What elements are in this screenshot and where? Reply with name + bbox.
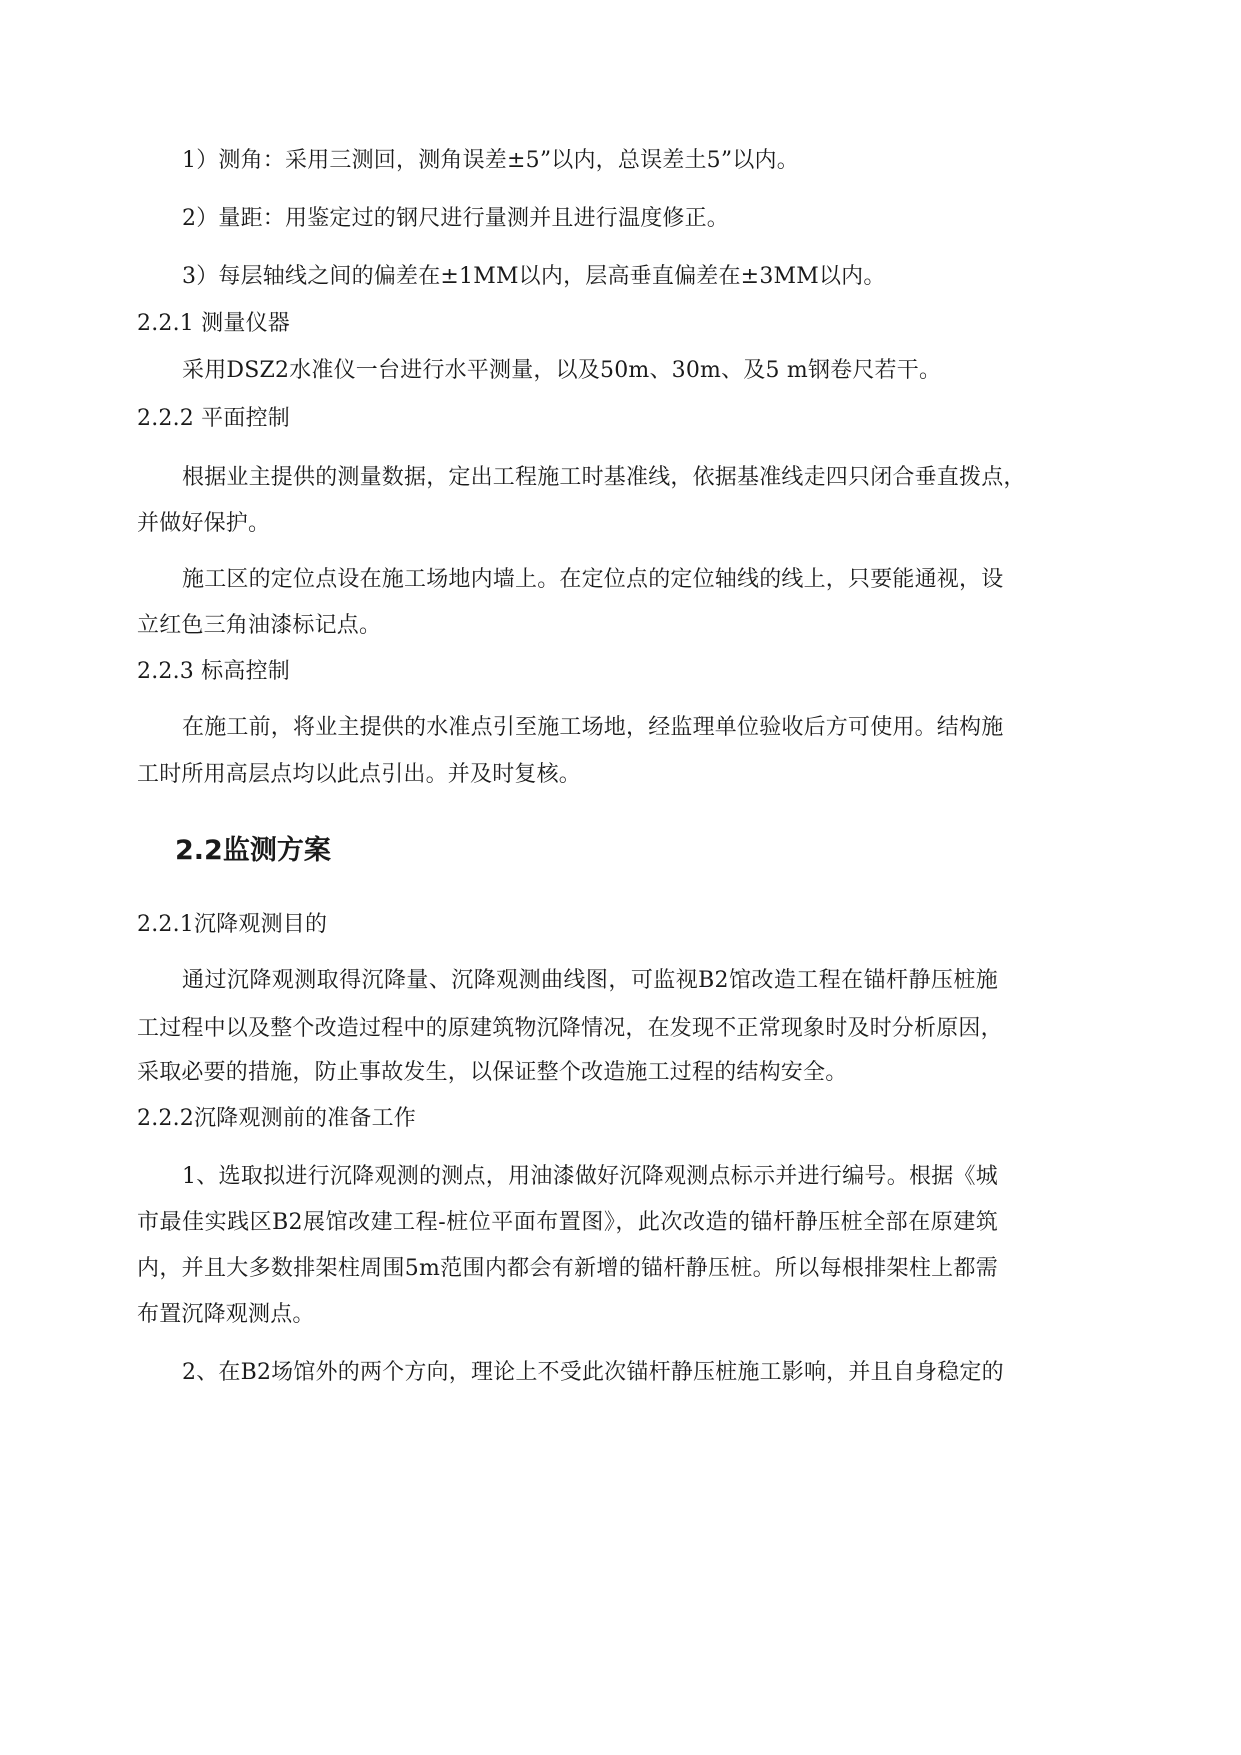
section-heading-preparation: 2.2.2沉降观测前的准备工作 bbox=[137, 1106, 416, 1131]
reference-points-paragraph-line: 2、在B2场馆外的两个方向，理论上不受此次锚杆静压桩施工影响，并且自身稳定的 bbox=[182, 1360, 1004, 1385]
section-heading-elevation-control: 2.2.3 标高控制 bbox=[137, 659, 290, 684]
instruments-paragraph: 采用DSZ2水准仪一台进行水平测量，以及50m、30m、及5 m钢卷尺若干。 bbox=[182, 358, 942, 383]
preparation-paragraph-line: 布置沉降观测点。 bbox=[137, 1302, 315, 1327]
plane-control-paragraph-line: 根据业主提供的测量数据，定出工程施工时基准线，依据基准线走四只闭合垂直拨点， bbox=[182, 465, 1026, 490]
section-heading-settlement-purpose: 2.2.1沉降观测目的 bbox=[137, 912, 328, 937]
monitoring-plan-heading: 2.2监测方案 bbox=[175, 835, 331, 866]
section-heading-plane-control: 2.2.2 平面控制 bbox=[137, 406, 290, 431]
axis-deviation-item: 3）每层轴线之间的偏差在±1MM以内，层高垂直偏差在±3MM以内。 bbox=[182, 264, 886, 289]
settlement-purpose-paragraph-line: 采取必要的措施，防止事故发生，以保证整个改造施工过程的结构安全。 bbox=[137, 1060, 848, 1085]
preparation-paragraph-line: 市最佳实践区B2展馆改建工程-桩位平面布置图》，此次改造的锚杆静压桩全部在原建筑 bbox=[137, 1210, 998, 1235]
positioning-paragraph-line: 施工区的定位点设在施工场地内墙上。在定位点的定位轴线的线上，只要能通视，设 bbox=[182, 567, 1004, 592]
section-heading-instruments: 2.2.1 测量仪器 bbox=[137, 311, 290, 336]
settlement-purpose-paragraph-line: 工过程中以及整个改造过程中的原建筑物沉降情况，在发现不正常现象时及时分析原因， bbox=[137, 1016, 1003, 1041]
elevation-paragraph-line: 工时所用高层点均以此点引出。并及时复核。 bbox=[137, 762, 582, 787]
elevation-paragraph-line: 在施工前，将业主提供的水准点引至施工场地，经监理单位验收后方可使用。结构施 bbox=[182, 715, 1004, 740]
settlement-purpose-paragraph-line: 通过沉降观测取得沉降量、沉降观测曲线图，可监视B2馆改造工程在锚杆静压桩施 bbox=[182, 968, 998, 993]
preparation-paragraph-line: 内，并且大多数排架柱周围5m范围内都会有新增的锚杆静压桩。所以每根排架柱上都需 bbox=[137, 1256, 998, 1281]
positioning-paragraph-line: 立红色三角油漆标记点。 bbox=[137, 613, 382, 638]
preparation-paragraph-line: 1、选取拟进行沉降观测的测点，用油漆做好沉降观测点标示并进行编号。根据《城 bbox=[182, 1164, 998, 1189]
measure-distance-item: 2）量距：用鉴定过的钢尺进行量测并且进行温度修正。 bbox=[182, 206, 729, 231]
plane-control-paragraph-line: 并做好保护。 bbox=[137, 511, 271, 536]
measure-angle-item: 1）测角：采用三测回，测角误差±5”以内，总误差土5”以内。 bbox=[182, 148, 799, 173]
